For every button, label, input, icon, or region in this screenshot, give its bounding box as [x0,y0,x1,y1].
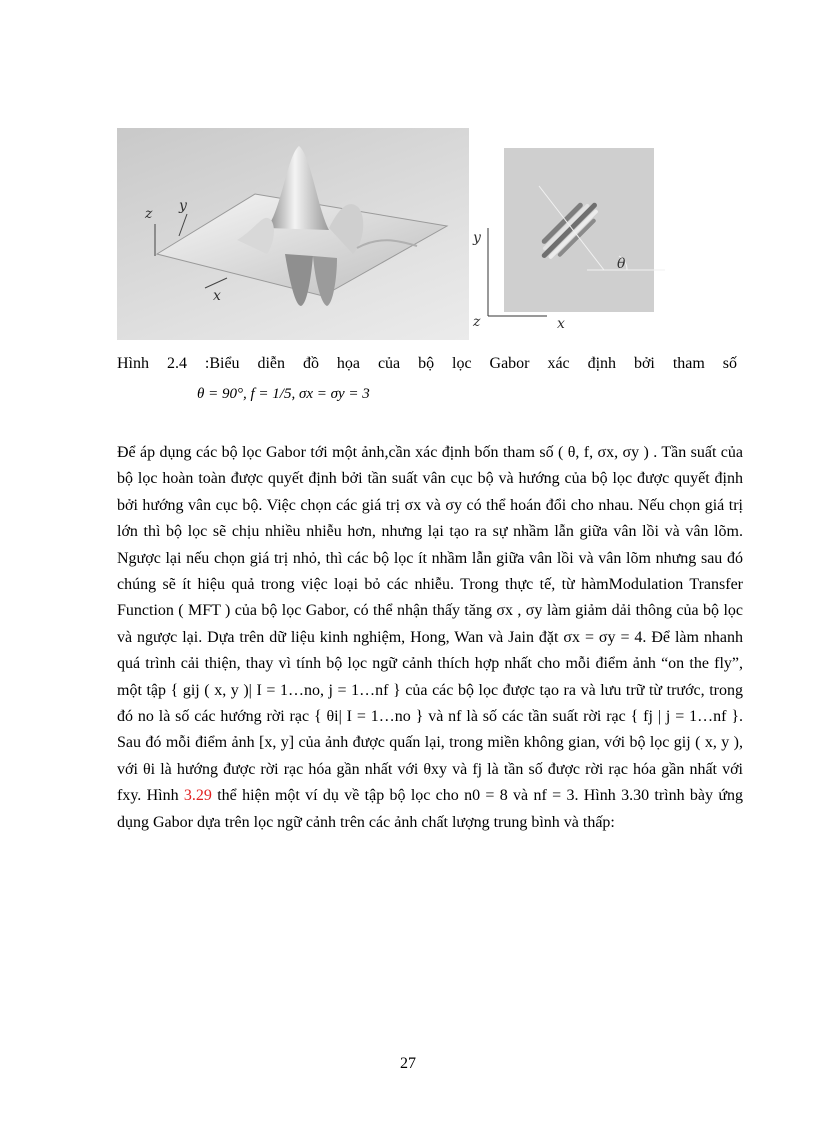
figure-reference-link[interactable]: 3.29 [183,787,212,805]
caption-word: họa [336,355,361,372]
figure-caption [117,353,737,375]
axis-label-z-right: z [473,314,481,330]
page-number: 27 [400,1055,416,1072]
axis-label-y-left: y [179,198,187,214]
caption-word: diễn [257,355,286,372]
gabor-illustration [117,128,673,340]
body-paragraph [117,440,743,836]
paragraph-text-continued: thể hiện một ví dụ về tập bộ lọc cho n0 = 8 và nf = 3. Hình 3.30 trình bày ứng dụng Gabor dựa trên lọc ngữ cảnh trên các ảnh chất lượng trung bình và thấp: [117,787,743,831]
caption-word: của [377,355,401,372]
axis-label-x-left: x [213,288,221,304]
caption-word: Gabor [489,355,530,372]
paragraph-text: Để áp dụng các bộ lọc Gabor tới một ảnh,cần xác định bốn tham số ( θ, f, σx, σy ) . Tần suất của bộ lọc hoàn toàn được quyết định bởi tần suất vân cục bộ và hướng của bộ lọc được quyết định bởi hướng vân cục bộ. Việc chọn các giá trị σx và σy có thể hoán đổi cho nhau. Nếu chọn giá trị lớn thì bộ lọc sẽ chịu nhiều nhiễu hơn, nhưng lại tạo ra sự nhầm lẫn giữa vân lồi và vân lõm. Ngược lại nếu chọn giá trị nhỏ, thì các bộ lọc ít nhầm lẫn giữa vân lồi và vân lõm nhưng sau đó chúng sẽ ít hiệu quả trong việc loại bỏ các nhiễu. Trong thực tế, từ hàmModulation Transfer Function ( MFT ) của bộ lọc Gabor, có thể nhận thấy tăng σx , σy làm giảm dải thông của bộ lọc và ngược lại. Dựa trên dữ liệu kinh nghiệm, Hong, Wan và Jain đặt σx = σy = 4. Để làm nhanh quá trình cải thiện, thay vì tính bộ lọc ngữ cảnh thích hợp nhất cho mỗi điểm ảnh “on the fly”, một tập { gij ( x, y )| I = 1…no, j = 1…nf } của các bộ lọc được tạo ra và lưu trữ từ trước, trong đó no là số các hướng rời rạc { θi| I = 1…no } và nf là số các tần suất rời rạc { fj | j = 1…nf }. Sau đó mỗi điểm ảnh [x, y] của ảnh được quấn lại, trong miền không gian, với bộ lọc gij ( x, y ), với θi là hướng được rời rạc hóa gần nhất với θxy và fj là tần số được rời rạc hóa gần nhất với fxy. Hình [117,444,743,805]
caption-word: tham [672,355,705,372]
axis-label-y-right: y [473,230,481,246]
gabor-figure [117,128,673,340]
axis-label-x-right: x [557,316,565,332]
caption-word: Hình [117,355,149,372]
caption-word: bộ [418,355,435,372]
angle-label-theta: θ [617,256,626,272]
axis-label-z-left: z [145,206,153,222]
caption-word: lọc [452,355,472,372]
caption-word: :Biểu [204,355,240,372]
caption-word: bởi [633,355,655,372]
caption-word: định [587,355,617,372]
caption-word: 2.4 [166,355,187,372]
caption-line [117,353,737,375]
caption-word: đồ [302,355,319,372]
gabor-2d-filter [504,148,665,312]
caption-word: xác [547,355,570,372]
caption-formula: θ = 90°, f = 1/5, σx = σy = 3 [197,386,370,402]
caption-word: số [722,355,737,372]
